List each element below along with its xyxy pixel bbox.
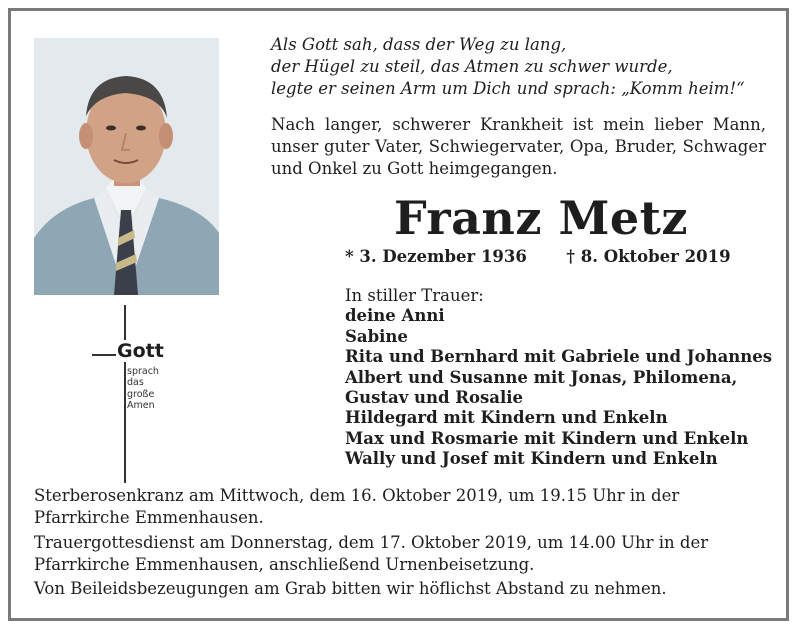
intro-text: Nach langer, schwerer Krankheit ist mein lieber Mann, unser guter Vater, Schwiegervater, Opa, Bruder, Schwager und Onkel zu Gott heimgegangen. [271,115,766,178]
rosary-notice: Sterberosenkranz am Mittwoch, dem 16. Oktober 2019, um 19.15 Uhr in der Pfarrkirche Emmenhausen. [34,486,680,527]
funeral-service-notice: Trauergottesdienst am Donnerstag, dem 17. Oktober 2019, um 14.00 Uhr in der Pfarrkirche Emmenhausen, anschließend Urnenbeisetzung. [34,533,709,574]
portrait-photo [34,38,219,295]
emblem-text [127,366,159,412]
mourner-entry: Gustav und Rosalie [345,388,524,408]
death-date: † 8. Oktober 2019 [566,247,731,266]
mourner-entry: Wally und Josef mit Kindern und Enkeln [345,449,718,469]
mourning-label: In stiller Trauer: [345,286,484,305]
poem-line: legte er seinen Arm um Dich und sprach: „Komm heim!“ [271,79,745,98]
mourner-entry: Hildegard mit Kindern und Enkeln [345,408,668,428]
mourner-entry: Max und Rosmarie mit Kindern und Enkeln [345,428,749,448]
poem [271,34,771,100]
portrait-illustration [34,38,219,295]
poem-line: der Hügel zu steil, das Atmen zu schwer wurde, [271,57,673,76]
poem-line: Als Gott sah, dass der Weg zu lang, [271,35,567,54]
emblem-line: Amen [127,400,155,412]
condolence-notice: Von Beileidsbezeugungen am Grab bitten wir höflichst Abstand zu nehmen. [34,579,667,598]
emblem-line: das [127,377,144,389]
mourners-list [345,286,772,470]
emblem-title: Gott [117,340,164,362]
cross-vertical-line [124,305,126,483]
birth-date: * 3. Dezember 1936 [345,247,527,266]
emblem-line: sprach [127,366,159,377]
mourner-entry: deine Anni [345,306,445,326]
emblem-line: große [127,388,155,400]
life-dates [345,247,731,266]
mourner-entry: Albert und Susanne mit Jonas, Philomena, [345,367,738,387]
mourner-entry: Rita und Bernhard mit Gabriele und Johannes [345,347,773,367]
deceased-name: Franz Metz [394,191,689,245]
mourner-entry: Sabine [345,326,408,346]
